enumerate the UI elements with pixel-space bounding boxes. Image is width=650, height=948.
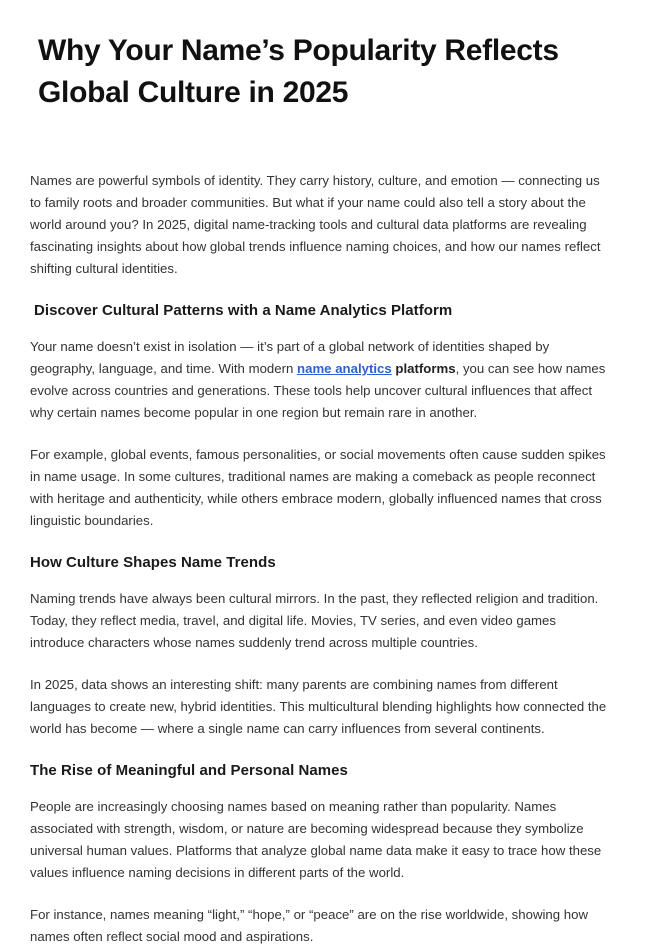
paragraph-text-before-link: Your name doesn’t exist in isolation — it’s part of a global network of identities shaped by geography, language, and time. With modern	[30, 339, 550, 376]
intro-paragraph: Names are powerful symbols of identity. They carry history, culture, and emotion — connecting us to family roots and broader communities. But what if your name could also tell a story about the world around you? In 2025, digital name-tracking tools and cultural data platforms are revealing fascinating insights about how global trends influence naming choices, and how our names reflect shifting cultural identities.	[30, 173, 601, 276]
page-title: Why Your Name’s Popularity Reflects Global Culture in 2025	[38, 34, 559, 109]
section-3-paragraph-1: People are increasingly choosing names based on meaning rather than popularity. Names associated with strength, wisdom, or nature are becoming widespread because they symbolize universal human values. Platforms that analyze global name data make it easy to trace how these values influence naming decisions in different parts of the world.	[30, 799, 602, 880]
section-1-paragraph-1	[30, 336, 610, 424]
section-heading-discover-cultural-patterns: Discover Cultural Patterns with a Name Analytics Platform	[34, 302, 453, 319]
section-heading-rise-of-meaningful-and-personal-names: The Rise of Meaningful and Personal Names	[30, 762, 348, 779]
name-analytics-link[interactable]: name analytics	[297, 361, 392, 376]
paragraph-text-strong-platforms: platforms	[391, 361, 456, 376]
article-body	[30, 170, 610, 948]
section-1-paragraph-2: For example, global events, famous personalities, or social movements often cause sudden spikes in name usage. In some cultures, traditional names are making a comeback as people reconnect with heritage and authenticity, while others embrace modern, globally influenced names that cross linguistic boundaries.	[30, 447, 606, 528]
section-heading-how-culture-shapes-name-trends: How Culture Shapes Name Trends	[30, 554, 276, 571]
section-3-paragraph-2: For instance, names meaning “light,” “hope,” or “peace” are on the rise worldwide, showing how names often reflect social mood and aspirations.	[30, 907, 589, 944]
paragraph-text-after-link: , you can see how names evolve across countries and generations. These tools help uncover cultural influences that affect why certain names become popular in one region but remain rare in another.	[30, 361, 606, 420]
section-2-paragraph-2: In 2025, data shows an interesting shift: many parents are combining names from different languages to create new, hybrid identities. This multicultural blending highlights how connected the world has become — where a single name can carry influences from several continents.	[30, 677, 607, 736]
section-2-paragraph-1: Naming trends have always been cultural mirrors. In the past, they reflected religion and tradition. Today, they reflect media, travel, and digital life. Movies, TV series, and even video games introduce characters whose names suddenly trend across multiple countries.	[30, 591, 599, 650]
